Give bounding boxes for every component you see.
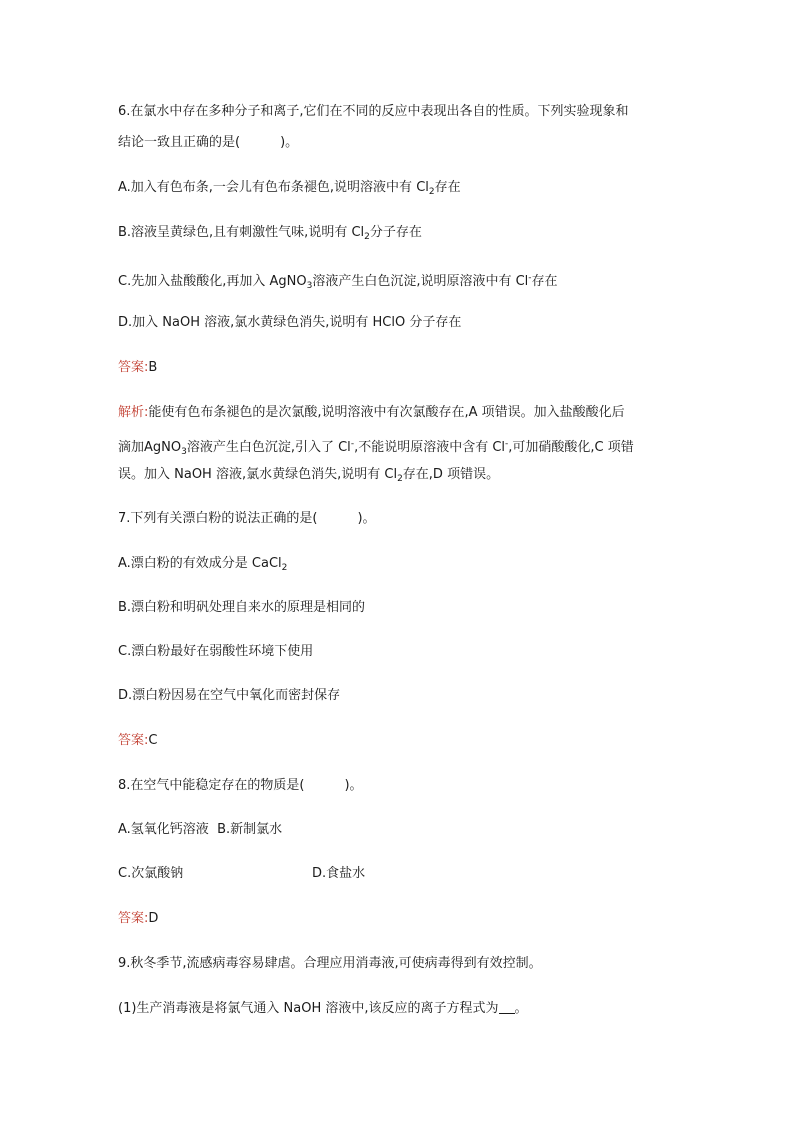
q6-option-c: C.先加入盐酸酸化,再加入 AgNO$_3$溶液产生白色沉淀,说明原溶液中有 Cl-存在 [118,273,558,291]
q7-stem: 7.下列有关漂白粉的说法正确的是( )。 [118,511,376,526]
answer-value: C [148,733,158,748]
q6-option-d: D.加入 NaOH 溶液,氯水黄绿色消失,说明有 HClO 分子存在 [118,315,462,330]
q7-option-b: B.漂白粉和明矾处理自来水的原理是相同的 [118,600,366,615]
q6-stem-line-1: 6.在氯水中存在多种分子和离子,它们在不同的反应中表现出各自的性质。下列实验现象和 [118,104,629,119]
q9-stem: 9.秋冬季节,流感病毒容易肆虐。合理应用消毒液,可使病毒得到有效控制。 [118,956,542,971]
q8-option-a: A.氢氧化钙溶液 [118,822,209,837]
q8-option-b: B.新制氯水 [217,822,283,837]
answer-label: 答案: [118,733,149,748]
q8-stem: 8.在空气中能稳定存在的物质是( )。 [118,778,363,793]
answer-value: B [148,360,158,375]
q8-option-d: D.食盐水 [312,866,366,881]
q8-answer [118,910,158,928]
q7-answer [118,732,157,750]
q6-analysis-line-3: 误。加入 NaOH 溶液,氯水黄绿色消失,说明有 $Cl_2$存在,D 项错误。 [118,467,500,484]
answer-label: 答案: [118,911,149,926]
q6-answer [118,359,157,377]
q9-sub-question-1: (1)生产消毒液是将氯气通入 NaOH 溶液中,该反应的离子方程式为 。 [118,1001,528,1016]
q7-option-d: D.漂白粉因易在空气中氧化而密封保存 [118,688,341,703]
q6-option-a: A.加入有色布条,一会儿有色布条褪色,说明溶液中有 $Cl_2$存在 [118,180,461,197]
q6-stem-line-2: 结论一致且正确的是( )。 [118,135,299,150]
q8-option-c: C.次氯酸钠 [118,866,184,881]
q6-analysis-line-2: 滴加AgNO$_3$溶液产生白色沉淀,引入了 Cl-,不能说明原溶液中含有 Cl-,可加硝酸酸化,C 项错 [118,439,634,457]
q6-analysis-line-1: 解析:能使有色布条褪色的是次氯酸,说明溶液中有次氯酸存在,A 项错误。加入盐酸酸化后 [118,405,625,420]
q7-option-a: A.漂白粉的有效成分是 CaCl$_2$ [118,556,288,573]
q7-option-c: C.漂白粉最好在弱酸性环境下使用 [118,644,314,659]
fill-blank [499,1001,515,1014]
q6-option-b: B.溶液呈黄绿色,且有刺激性气味,说明有 $Cl_2$分子存在 [118,225,422,242]
answer-label: 答案: [118,360,149,375]
q8-options-row-1 [118,821,282,839]
analysis-label: 解析: [118,405,149,420]
answer-value: D [148,911,159,926]
